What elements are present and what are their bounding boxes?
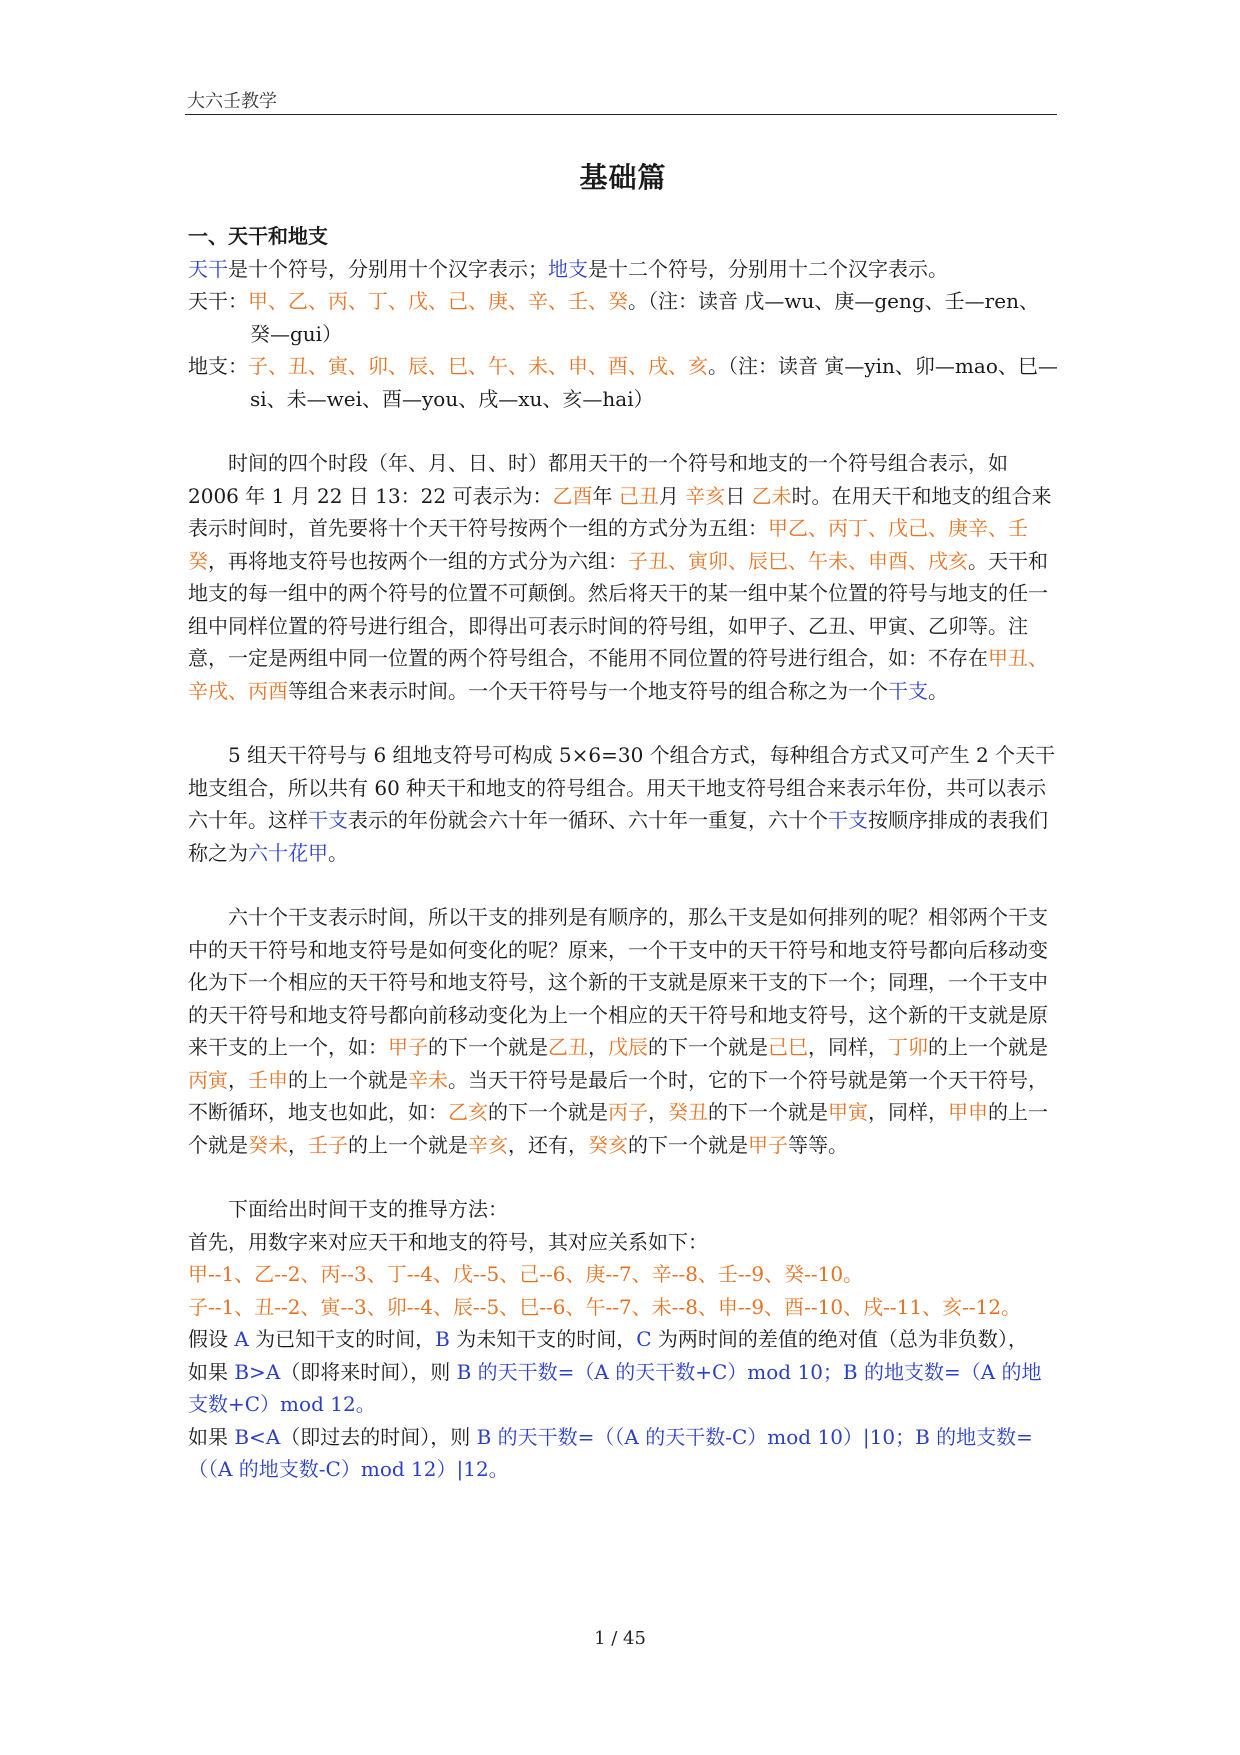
ganzhi: 丙寅: [188, 1067, 228, 1092]
page-content: [188, 160, 1058, 1486]
intro-line: [188, 253, 1058, 286]
term-ganzhi: 干支: [308, 808, 348, 832]
text: 月: [658, 483, 686, 508]
method-intro: 下面给出时间干支的推导方法：: [228, 1197, 508, 1221]
var-a: A: [234, 1327, 249, 1351]
text: 的上一个就是: [928, 1035, 1048, 1059]
ganzhi: 甲申: [948, 1100, 988, 1124]
formula-tiangan: B 的天干数=（A 的天干数+C）mod 10: [456, 1359, 823, 1384]
text: 表示的年份就会六十年一循环、六十年一重复，六十个: [348, 808, 828, 832]
section-heading: 一、天干和地支: [188, 224, 328, 248]
tiangan-items: 甲、乙、丙、丁、戊、己、庚、辛、壬、癸: [248, 289, 628, 313]
text: 为两时间的差值的绝对值（总为非负数），: [651, 1327, 1028, 1351]
ganzhi: 辛未: [408, 1067, 448, 1092]
dizhi-note: 。（注：读音 寅—yin、卯—mao、巳—si、未—wei、酉—you、戌—xu、亥—hai）: [250, 354, 1058, 411]
text: 。天干和地支的每一组中的两个符号的位置不可颠倒。然后将天干的某一组中某个位置的符号与地支的任一组中同样位置的符号进行组合，即得出可表示时间的符号组，如甲子、乙丑、甲寅、乙卯等。注意，一定是两组中同一位置的两个符号组合，不能用不同位置的符号进行组合，如：不存在: [188, 548, 1048, 670]
text: 为未知干支的时间，: [449, 1327, 637, 1351]
assumption: [188, 1323, 1058, 1356]
text: 。: [488, 1457, 509, 1481]
text: 年: [592, 483, 619, 508]
text: 的上一个就是: [348, 1132, 468, 1157]
paragraph-3: [188, 901, 1058, 1161]
text: 时间的四个时段（年、月、日、时）都用天干的一个符号和地支的一个符号组合表示，如 2006 年 1 月 22 日 13：22 可表示为：: [188, 451, 1008, 508]
term-dizhi: 地支: [548, 256, 588, 281]
text: 。: [928, 678, 948, 703]
page-title: 基础篇: [579, 161, 667, 194]
paragraph-1: [188, 447, 1058, 707]
text: 的下一个就是: [488, 1100, 608, 1124]
text: 。: [328, 840, 348, 865]
text: 的下一个就是: [648, 1035, 768, 1059]
term-tiangan: 天干: [188, 256, 228, 281]
page-number: 1 / 45: [594, 1628, 646, 1649]
text: 等等。: [788, 1132, 848, 1157]
text: 的下一个就是: [428, 1035, 548, 1059]
text: （即过去的时间），则: [280, 1424, 477, 1449]
ganzhi-day: 辛亥: [685, 483, 726, 508]
ganzhi: 甲子: [388, 1035, 428, 1059]
text: 5 组天干符号与 6 组地支符号可构成 5×6=30 个组合方式，每种组合方式又可产生 2 个天干地支组合，所以共有 60 种天干和地支的符号组合。用天干地支符号组合来表示年份，共可以表示六十年。这样: [188, 743, 1056, 832]
intro-text-1: 是十个符号，分别用十个汉字表示；: [228, 256, 548, 281]
ganzhi-hour: 乙未: [751, 483, 792, 508]
ganzhi: 己巳: [768, 1035, 808, 1059]
invalid-combos: 甲丑、辛戌、丙酉: [188, 646, 1048, 703]
text: ，再将地支符号也按两个一组的方式分为六组：: [208, 548, 628, 573]
ganzhi: 壬子: [308, 1132, 348, 1157]
dizhi-number-map: 子--1、丑--2、寅--3、卯--4、辰--5、巳--6、午--7、未--8、申--9、酉--10、戌--11、亥--12。: [188, 1294, 1022, 1319]
text: 如果: [188, 1424, 235, 1449]
text: 的上一个就是: [288, 1067, 408, 1092]
text: ；: [895, 1424, 916, 1449]
text: 。当天干符号是最后一个时，它的下一个符号就是第一个天干符号，不断循环，地支也如此，如：: [188, 1067, 1048, 1124]
text: 假设: [188, 1327, 235, 1351]
term-liushi-huajia: 六十花甲: [248, 840, 328, 865]
text: 时。在用天干和地支的组合来表示时间时，首先要将十个天干符号按两个一组的方式分为五组：: [188, 483, 1052, 540]
ganzhi: 甲子: [748, 1132, 788, 1157]
dizhi-label: 地支：: [188, 354, 248, 378]
var-c: C: [636, 1327, 652, 1351]
ganzhi: 癸丑: [668, 1100, 708, 1124]
intro-text-2: 是十二个符号，分别用十二个汉字表示。: [588, 256, 948, 281]
text: 为已知干支的时间，: [248, 1327, 436, 1351]
text: 等组合来表示时间。一个天干符号与一个地支符号的组合称之为一个: [288, 678, 888, 703]
ganzhi: 丙子: [608, 1100, 648, 1124]
text: ；: [822, 1359, 843, 1384]
ganzhi: 丁卯: [888, 1035, 928, 1059]
header-divider: [185, 114, 1057, 115]
ganzhi: 壬申: [248, 1067, 288, 1092]
dizhi-groups: 子丑、寅卯、辰巳、午未、申酉、戌亥: [628, 548, 968, 573]
tiangan-list: [188, 285, 1058, 350]
running-header: 大六壬教学: [187, 91, 277, 112]
text: 如果: [188, 1359, 235, 1384]
text: ，: [648, 1100, 668, 1124]
text: ，同样，: [868, 1100, 948, 1124]
ganzhi: 辛亥: [468, 1132, 508, 1157]
tiangan-note: 。（注：读音 戊—wu、庚—geng、壬—ren、癸—gui）: [250, 289, 1039, 346]
dizhi-list: [188, 350, 1058, 415]
condition: B>A: [234, 1359, 281, 1384]
text: 的上一个就是: [188, 1100, 1048, 1157]
ganzhi: 乙亥: [448, 1100, 488, 1124]
text: （即将来时间），则: [280, 1359, 457, 1384]
text: ，: [288, 1132, 308, 1157]
ganzhi-month: 己丑: [618, 483, 659, 508]
text: ，同样，: [808, 1035, 888, 1059]
term-ganzhi: 干支: [828, 808, 868, 832]
paragraph-2: [188, 739, 1058, 869]
term-ganzhi: 干支: [888, 678, 928, 703]
dizhi-items: 子、丑、寅、卯、辰、巳、午、未、申、酉、戌、亥: [248, 354, 708, 378]
text: ，: [588, 1035, 608, 1059]
text: 日: [725, 483, 752, 508]
text: 按顺序排成的表我们称之为: [188, 808, 1048, 865]
rule-past: [188, 1421, 1058, 1486]
text: 的下一个就是: [628, 1132, 748, 1157]
mapping-intro: 首先，用数字来对应天干和地支的符号，其对应关系如下：: [188, 1229, 708, 1254]
text: 的下一个就是: [708, 1100, 828, 1124]
ganzhi-year: 乙酉: [552, 483, 593, 508]
text: ，还有，: [508, 1132, 588, 1157]
formula-dizhi: B 的地支数=（（A 的地支数-C）mod 12）|12: [188, 1424, 1033, 1481]
rule-future: [188, 1356, 1058, 1421]
text: 。: [355, 1392, 376, 1416]
tiangan-label: 天干：: [188, 289, 248, 313]
tiangan-groups: 甲乙、丙丁、戊己、庚辛、壬癸: [188, 516, 1028, 573]
var-b: B: [435, 1327, 450, 1351]
text: ，: [228, 1067, 248, 1092]
tiangan-number-map: 甲--1、乙--2、丙--3、丁--4、戊--5、己--6、庚--7、辛--8、壬--9、癸--10。: [188, 1262, 864, 1286]
formula-tiangan: B 的天干数=（（A 的天干数-C）mod 10）|10: [476, 1424, 896, 1449]
text: 六十个干支表示时间，所以干支的排列是有顺序的，那么干支是如何排列的呢？相邻两个干支中的天干符号和地支符号是如何变化的呢？原来，一个干支中的天干符号和地支符号都向后移动变化为下一个相应的天干符号和地支符号，这个新的干支就是原来干支的下一个；同理，一个干支中的天干符号和地支符号都向前移动变化为上一个相应的天干符号和地支符号，这个新的干支就是原来干支的上一个，如：: [188, 905, 1048, 1059]
formula-dizhi: B 的地支数=（A 的地支数+C）mod 12: [188, 1359, 1042, 1416]
condition: B<A: [234, 1424, 281, 1449]
ganzhi: 癸亥: [588, 1132, 628, 1157]
ganzhi: 戊辰: [608, 1035, 648, 1059]
ganzhi: 甲寅: [828, 1100, 868, 1124]
ganzhi: 癸未: [248, 1132, 288, 1157]
ganzhi: 乙丑: [548, 1035, 588, 1059]
